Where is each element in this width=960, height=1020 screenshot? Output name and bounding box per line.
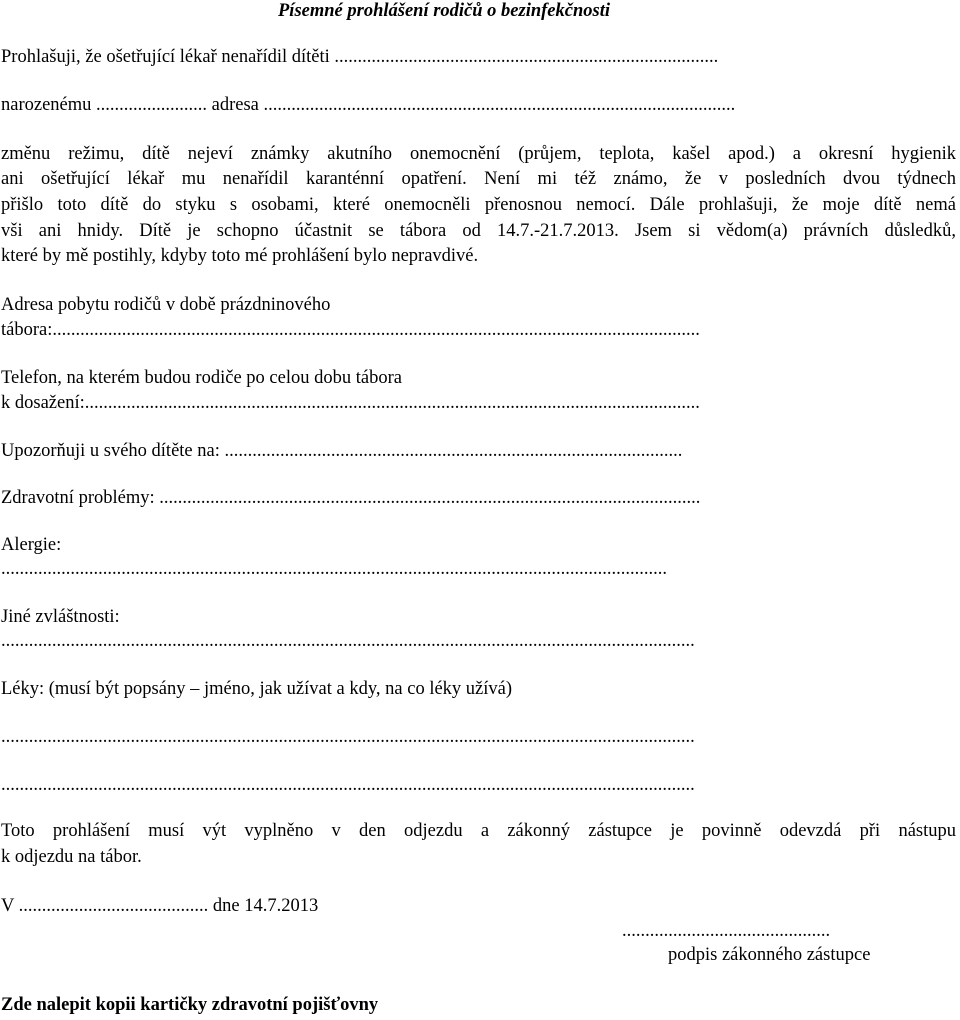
allergies-field: ................................................................................................................................................: [1, 559, 667, 579]
health-problems-field: Zdravotní problémy: .....................................................................................................................: [1, 488, 701, 508]
instruction-text: k odjezdu na tábor.: [1, 847, 142, 867]
other-specifics-label: Jiné zvláštnosti:: [1, 607, 120, 627]
medications-field: ......................................................................................................................................................: [1, 727, 695, 747]
medications-label: Léky: (musí být popsány – jméno, jak užívat a kdy, na co léky užívá): [1, 679, 513, 699]
insurance-card-note: Zde nalepit kopii kartičky zdravotní pojišťovny: [1, 995, 379, 1015]
parents-address-label: Adresa pobytu rodičů v době prázdninového: [1, 295, 331, 315]
declaration-birth-address-line: narozenému ........................ adresa ......................................................................................................: [1, 95, 736, 115]
signature-caption: podpis zákonného zástupce: [668, 945, 871, 965]
declaration-text-line: ani ošetřující lékař mu nenařídil karanténní opatření. Není mi též známo, že v posledních dvou týdnech: [1, 169, 956, 189]
declaration-text-line: přišlo toto dítě do styku s osobami, které onemocněli přenosnou nemocí. Dále prohlašuji, že moje dítě nemá: [1, 195, 956, 215]
medications-field: ......................................................................................................................................................: [1, 775, 695, 795]
place-date-line: V ......................................... dne 14.7.2013: [1, 896, 319, 916]
warnings-field: Upozorňuji u svého dítěte na: ...................................................................................................: [1, 441, 683, 461]
phone-label: Telefon, na kterém budou rodiče po celou dobu tábora: [1, 368, 402, 388]
signature-line: .............................................: [622, 921, 831, 941]
instruction-text: Toto prohlášení musí výt vyplněno v den odjezdu a zákonný zástupce je povinně odevzdá při nástupu: [1, 821, 956, 841]
phone-field: k dosažení:.....................................................................................................................................: [1, 393, 700, 413]
other-specifics-field: ......................................................................................................................................................: [1, 631, 695, 651]
declaration-child-line: Prohlašuji, že ošetřující lékař nenařídil dítěti ...................................................................................: [1, 47, 719, 67]
document-title: Písemné prohlášení rodičů o bezinfekčnosti: [278, 1, 610, 21]
declaration-text-line: změnu režimu, dítě nejeví známky akutního onemocnění (průjem, teplota, kašel apod.) a okresní hygienik: [1, 144, 956, 164]
allergies-label: Alergie:: [1, 535, 62, 555]
declaration-text-line: které by mě postihly, kdyby toto mé prohlášení bylo nepravdivé.: [1, 246, 479, 266]
declaration-text-line: vši ani hnidy. Dítě je schopno účastnit se tábora od 14.7.-21.7.2013. Jsem si vědom(a) právních důsledků,: [1, 221, 956, 241]
parents-address-field: tábora:............................................................................................................................................: [1, 320, 700, 340]
